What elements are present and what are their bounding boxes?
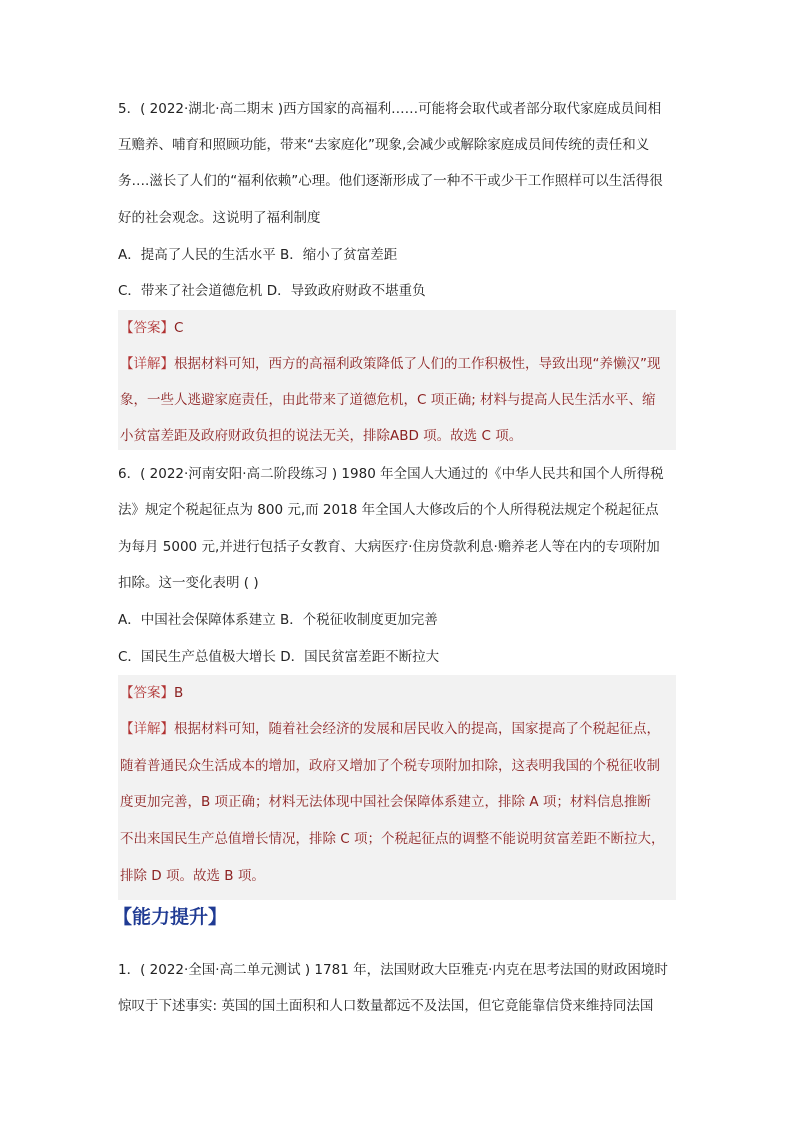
q5-stem-line-3: 务….滋长了人们的“福利依赖”心理。他们逐渐形成了一种不干或少干工作照样可以生活得很 xyxy=(118,173,663,189)
q6-stem-line-4: 扣除。这一变化表明 ( ) xyxy=(118,575,259,591)
answer-tag: 【答案】 xyxy=(120,685,174,701)
q5-answer: C xyxy=(174,320,184,336)
q5-detail-text-1: 根据材料可知，西方的高福利政策降低了人们的工作积极性，导致出现“养懒汉”现 xyxy=(174,356,661,372)
q5-detail-line-3: 小贫富差距及政府财政负担的说法无关，排除ABD 项。故选 C 项。 xyxy=(120,428,523,444)
q5-options-ab: A．提高了人民的生活水平 B．缩小了贫富差距 xyxy=(118,247,398,263)
q5-options-cd: C．带来了社会道德危机 D．导致政府财政不堪重负 xyxy=(118,283,426,299)
q6-stem-line-2: 法》规定个税起征点为 800 元,而 2018 年全国人大修改后的个人所得税法规定个税起征点 xyxy=(118,502,659,518)
q5-stem-line-2: 互赡养、哺育和照顾功能，带来“去家庭化”现象,会减少或解除家庭成员间传统的责任和义 xyxy=(118,137,650,153)
section-heading: 【能力提升】 xyxy=(113,906,228,928)
q5-stem-line-4: 好的社会观念。这说明了福利制度 xyxy=(118,210,321,226)
q6-answer: B xyxy=(174,685,184,701)
q6-answer-block xyxy=(118,675,676,900)
answer-tag: 【答案】 xyxy=(120,320,174,336)
q6-detail-text-1: 根据材料可知，随着社会经济的发展和居民收入的提高，国家提高了个税起征点， xyxy=(174,721,660,737)
detail-tag: 【详解】 xyxy=(120,356,174,372)
q6-detail-line-1 xyxy=(120,720,676,738)
detail-tag: 【详解】 xyxy=(120,721,174,737)
q1-stem-line-2: 惊叹于下述事实: 英国的国土面积和人口数量都远不及法国，但它竟能靠信贷来维持同法国 xyxy=(118,998,654,1014)
q5-detail-line-2: 象，一些人逃避家庭责任，由此带来了道德危机，C 项正确; 材料与提高人民生活水平、缩 xyxy=(120,392,656,408)
q6-stem-line-3: 为每月 5000 元,并进行包括子女教育、大病医疗·住房贷款利息·赡养老人等在内的专项附加 xyxy=(118,539,660,555)
q6-detail-line-5: 排除 D 项。故选 B 项。 xyxy=(120,868,265,884)
q1-stem-line-1: 1．( 2022·全国·高二单元测试 ) 1781 年，法国财政大臣雅克·内克在思考法国的财政困境时 xyxy=(118,962,668,978)
q5-stem-line-1: 5．( 2022·湖北·高二期末 )西方国家的高福利……可能将会取代或者部分取代家庭成员间相 xyxy=(118,101,662,117)
q6-detail-line-3: 度更加完善，B 项正确；材料无法体现中国社会保障体系建立，排除 A 项；材料信息推断 xyxy=(120,794,651,810)
q5-detail-line-1 xyxy=(120,355,676,373)
q5-answer-line xyxy=(120,319,676,337)
q6-options-cd: C．国民生产总值极大增长 D．国民贫富差距不断拉大 xyxy=(118,649,440,665)
q6-stem-line-1: 6．( 2022·河南安阳·高二阶段练习 ) 1980 年全国人大通过的《中华人民共和国个人所得税 xyxy=(118,466,664,482)
q6-answer-line xyxy=(120,684,676,702)
q6-detail-line-4: 不出来国民生产总值增长情况，排除 C 项；个税起征点的调整不能说明贫富差距不断拉大， xyxy=(120,831,665,847)
q5-answer-block xyxy=(118,310,676,450)
q6-detail-line-2: 随着普通民众生活成本的增加，政府又增加了个税专项附加扣除，这表明我国的个税征收制 xyxy=(120,758,660,774)
q6-options-ab: A．中国社会保障体系建立 B．个税征收制度更加完善 xyxy=(118,612,438,628)
